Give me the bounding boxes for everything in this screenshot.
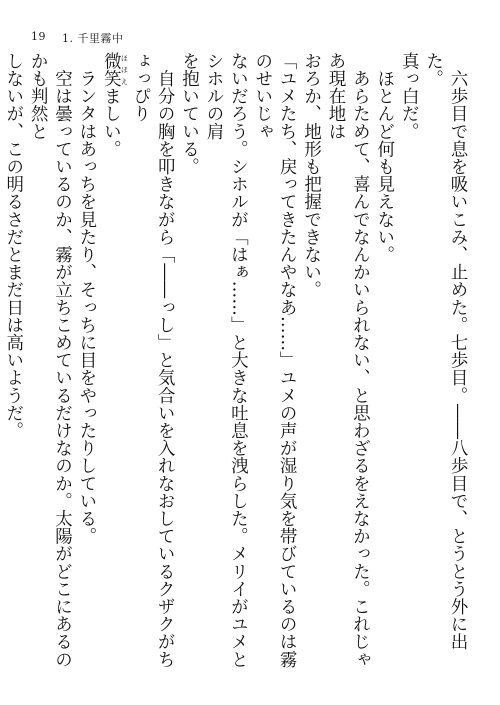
text-line: 「ユメたち、戻ってきたんやなあ……」ユメの声が湿り気を帯びているのは霧のせいじゃ: [252, 52, 298, 668]
text-line: 六歩目で息を吸いこみ、止めた。七歩目。――八歩目で、とうとう外に出た。: [423, 52, 468, 651]
text-line: ないだろう。シホルが「はぁ……」と大きな吐息を洩らした。メリイがユメとシホルの肩: [203, 52, 249, 668]
chapter-title: 1. 千里霧中: [62, 32, 124, 45]
text-line: [0, 52, 1, 682]
text-line: 真っ白だ。: [399, 52, 420, 140]
text-line: 空は曇っているのか、霧が立ちこめているだけなのか。太陽がどこにあるのかも判然と: [28, 52, 73, 668]
novel-text: [3, 52, 470, 682]
page-header: [31, 30, 124, 46]
text-line-ruby: [99, 52, 128, 682]
page-number: 19: [31, 30, 46, 43]
ruby-reading: ほほえ: [120, 52, 129, 88]
text-line: ほとんど何も見えない。: [374, 52, 395, 264]
text-line: 自分の胸を叩きながら「――っし」と気合いを入れなおしているクザクがちょっぴり: [130, 52, 176, 668]
text-line: あらためて、喜んでなんかいられない、と思わざるをえなかった。これじゃあ現在地は: [325, 52, 371, 668]
ruby-word: [101, 52, 129, 88]
text-line: しないが、この明るさだとまだ日は高いようだ。: [3, 52, 24, 440]
text-line: を抱いている。: [179, 52, 200, 176]
text-line: ランタはあっちを見たり、そっちに目をやったりしている。: [76, 52, 97, 545]
ruby-base: 微笑: [101, 52, 122, 88]
ruby-line-rest: ましい。: [101, 87, 122, 158]
text-line: おろか、地形も把握できない。: [301, 52, 322, 299]
